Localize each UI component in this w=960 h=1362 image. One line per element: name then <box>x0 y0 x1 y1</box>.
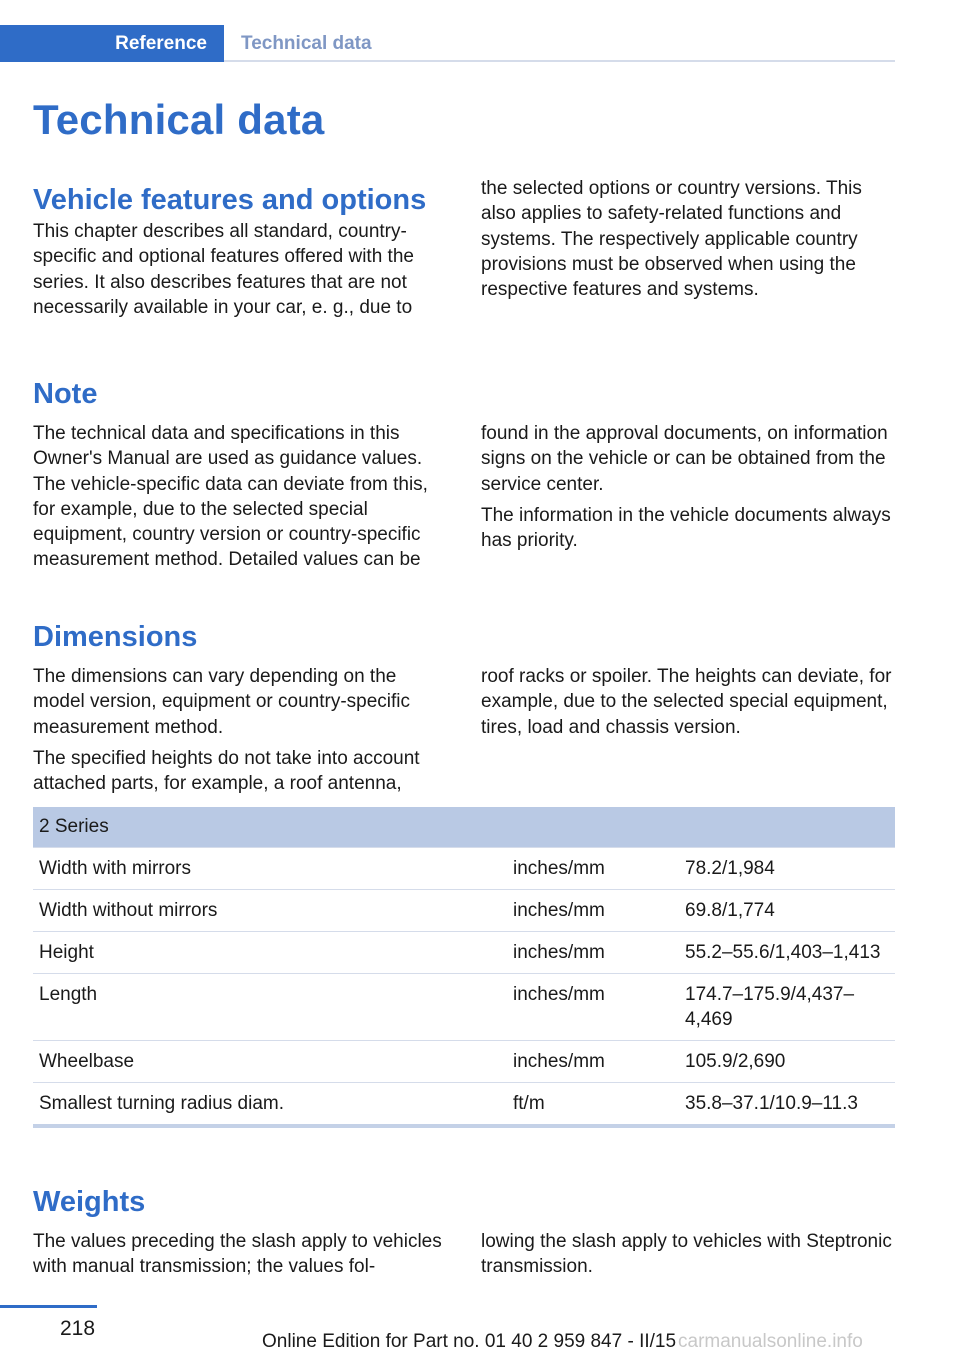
dimensions-table <box>33 807 895 1128</box>
row-value: 35.8–37.1/10.9–11.3 <box>679 1082 895 1126</box>
section-heading-dimensions: Dimensions <box>33 621 198 653</box>
table-row <box>33 931 895 973</box>
table-row <box>33 973 895 1040</box>
features-right-column <box>481 176 895 320</box>
page-title: Technical data <box>33 96 325 143</box>
tab-reference[interactable]: Reference <box>0 25 224 62</box>
section-heading-features: Vehicle features and options <box>33 184 427 216</box>
section-dimensions <box>33 621 895 796</box>
dimensions-text-right: roof racks or spoiler. The heights can deviate, for example, due to the selected special equipment, tires, load and chassis version. <box>481 666 892 738</box>
dimensions-text-left-1: The dimensions can vary depending on the model version, equipment or country-specific measurement method. <box>33 666 411 738</box>
note-text-left: The technical data and specifications in this Owner's Manual are used as guidance values. The vehicle-specific data can deviate from this, for example, due to the selected special equipment, country version or country-specific measurement method. Detailed values can be <box>33 423 428 571</box>
section-vehicle-features <box>33 178 895 320</box>
table-row <box>33 1040 895 1082</box>
row-value: 174.7–175.9/4,437–4,469 <box>679 973 895 1040</box>
features-text-right: the selected options or country versions. This also applies to safety-related functions and systems. The respectively applicable country provisions must be observed when using the respective features and systems. <box>481 178 862 301</box>
row-label: Width without mirrors <box>33 889 507 931</box>
weights-left-column <box>33 1229 447 1280</box>
section-note <box>33 378 895 573</box>
row-unit: inches/mm <box>507 931 679 973</box>
dimensions-text-left-2: The specified heights do not take into account attached parts, for example, a roof antenna, <box>33 747 420 795</box>
section-heading-note: Note <box>33 378 98 410</box>
dimensions-left-column <box>33 664 447 796</box>
weights-right-column <box>481 1229 895 1280</box>
footer-rule <box>0 1305 97 1308</box>
features-left-column <box>33 219 447 320</box>
row-label: Width with mirrors <box>33 847 507 889</box>
row-label: Length <box>33 973 507 1040</box>
table-row <box>33 847 895 889</box>
row-unit: inches/mm <box>507 847 679 889</box>
note-text-right-2: The information in the vehicle documents always has priority. <box>481 504 891 552</box>
row-label: Wheelbase <box>33 1040 507 1082</box>
header-bar <box>0 25 895 62</box>
row-label: Smallest turning radius diam. <box>33 1082 507 1126</box>
weights-text-right: lowing the slash apply to vehicles with Steptronic transmission. <box>481 1231 892 1278</box>
watermark: carmanualsonline.info <box>678 1331 863 1352</box>
note-text-right-1: found in the approval documents, on information signs on the vehicle or can be obtained from the service center. <box>481 423 888 495</box>
row-value: 105.9/2,690 <box>679 1040 895 1082</box>
page-number: 218 <box>60 1317 96 1340</box>
row-unit: inches/mm <box>507 889 679 931</box>
dimensions-right-column <box>481 664 895 796</box>
row-value: 78.2/1,984 <box>679 847 895 889</box>
section-weights <box>33 1186 895 1280</box>
table-row <box>33 1082 895 1126</box>
note-left-column <box>33 421 447 573</box>
row-unit: inches/mm <box>507 973 679 1040</box>
weights-text-left: The values preceding the slash apply to vehicles with manual transmission; the values fol- <box>33 1231 442 1278</box>
table-header-row <box>33 807 895 847</box>
table-row <box>33 889 895 931</box>
features-text-left: This chapter describes all standard, country-specific and optional features offered with the series. It also describes features that are not necessarily available in your car, e. g., due to <box>33 221 414 318</box>
edition-info: Online Edition for Part no. 01 40 2 959 847 - II/15 <box>262 1331 677 1352</box>
table-header: 2 Series <box>33 807 895 847</box>
tab-technical-data[interactable]: Technical data <box>241 33 372 54</box>
row-value: 55.2–55.6/1,403–1,413 <box>679 931 895 973</box>
row-value: 69.8/1,774 <box>679 889 895 931</box>
row-label: Height <box>33 931 507 973</box>
section-heading-weights: Weights <box>33 1186 146 1218</box>
row-unit: ft/m <box>507 1082 679 1126</box>
note-right-column <box>481 421 895 573</box>
row-unit: inches/mm <box>507 1040 679 1082</box>
